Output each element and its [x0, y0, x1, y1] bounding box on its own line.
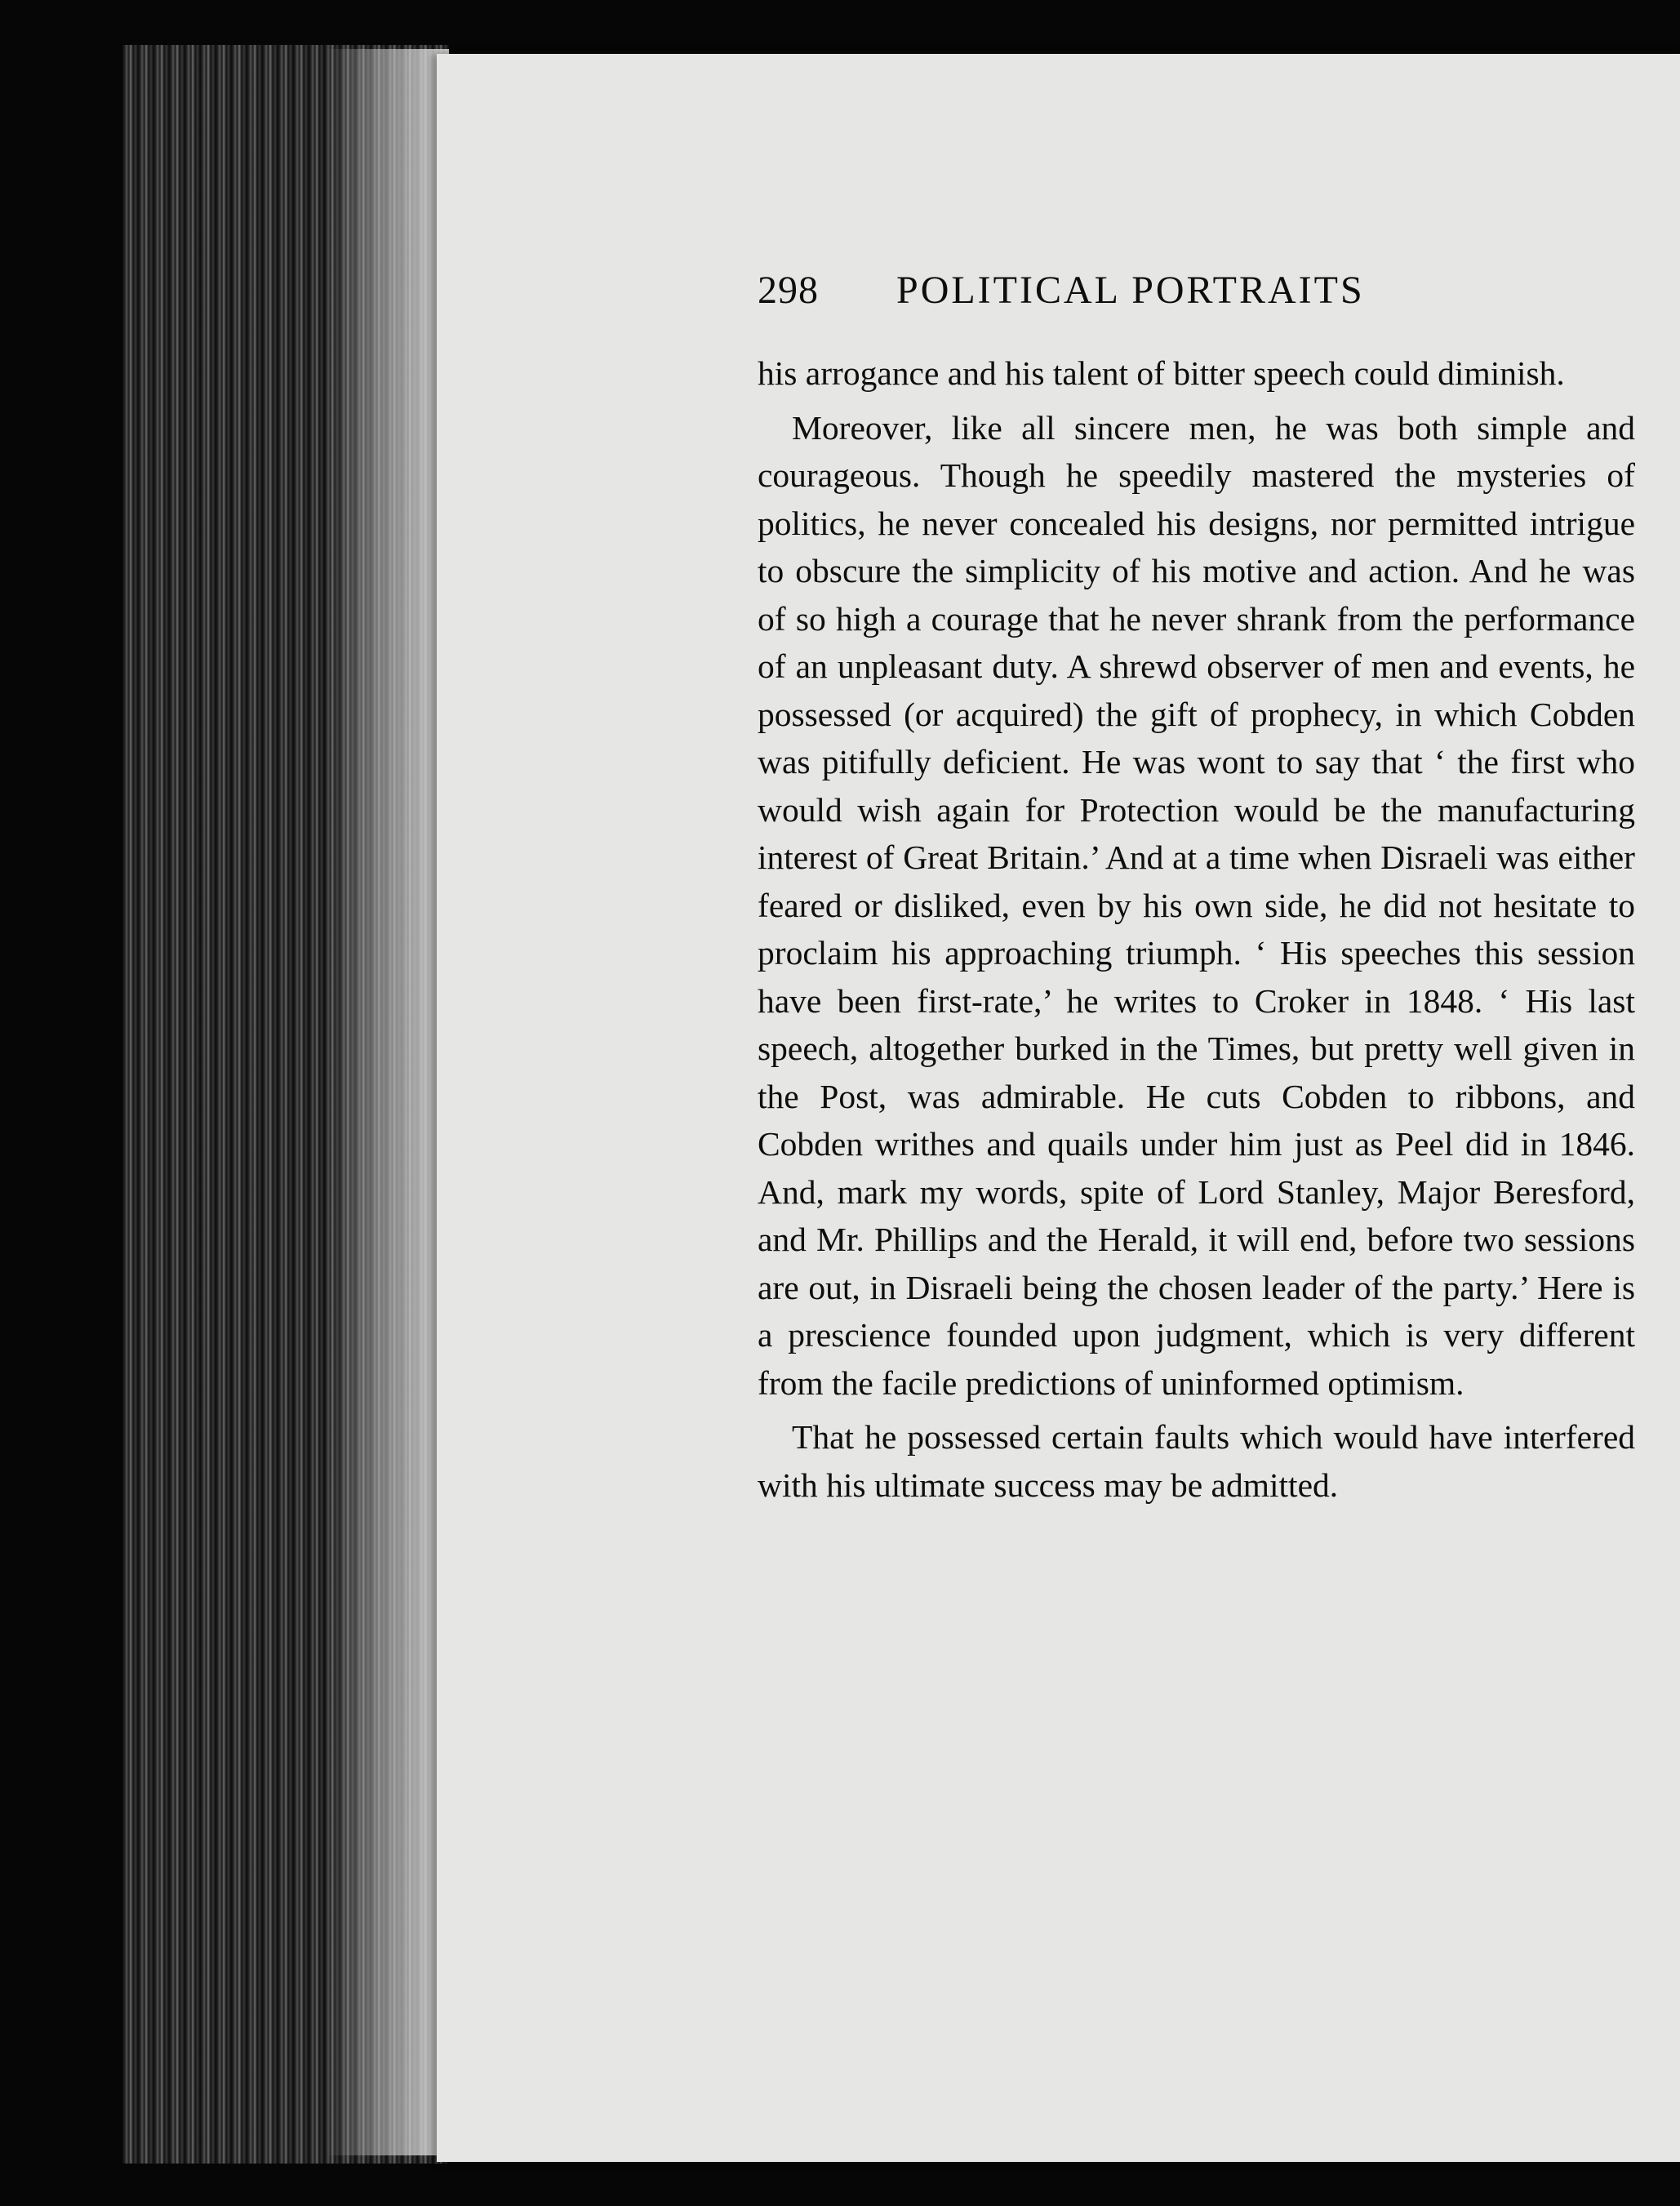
text-block [758, 268, 1635, 1509]
page-number: 298 [758, 269, 819, 312]
page-edges-highlight [327, 49, 449, 2155]
running-head [758, 268, 1635, 349]
paragraph-3: That he possessed certain faults which would have interfered with his ultimate success may be admitted. [758, 1418, 1635, 1504]
book-page [437, 54, 1680, 2162]
paragraph-2: Moreover, like all sincere men, he was both simple and courageous. Though he speedily mastered the mysteries of politics, he never concealed his designs, nor permitted intrigue to obscure the simplicity of his motive and action. And he was of so high a courage that he never shrank from the performance of an unpleasant duty. A shrewd observer of men and events, he possessed (or acquired) the gift of prophecy, in which Cobden was pitifully deficient. He was wont to say that ‘ the first who would wish again for Protection would be the manufacturing interest of Great Britain.’ And at a time when Disraeli was either feared or disliked, even by his own side, he did not hesitate to proclaim his approaching triumph. ‘ His speeches this session have been first-rate,’ he writes to Croker in 1848. ‘ His last speech, altogether burked in the Times, but pretty well given in the Post, was admirable. He cuts Cobden to ribbons, and Cobden writhes and quails under him just as Peel did in 1846. And, mark my words, spite of Lord Stanley, Major Beresford, and Mr. Phillips and the Herald, it will end, before two sessions are out, in Disraeli being the chosen leader of the party.’ Here is a prescience founded upon judgment, which is very different from the facile predictions of uninformed optimism. [758, 408, 1635, 1402]
paragraph-1: his arrogance and his talent of bitter speech could diminish. [758, 354, 1565, 392]
running-title: POLITICAL PORTRAITS [896, 269, 1365, 312]
